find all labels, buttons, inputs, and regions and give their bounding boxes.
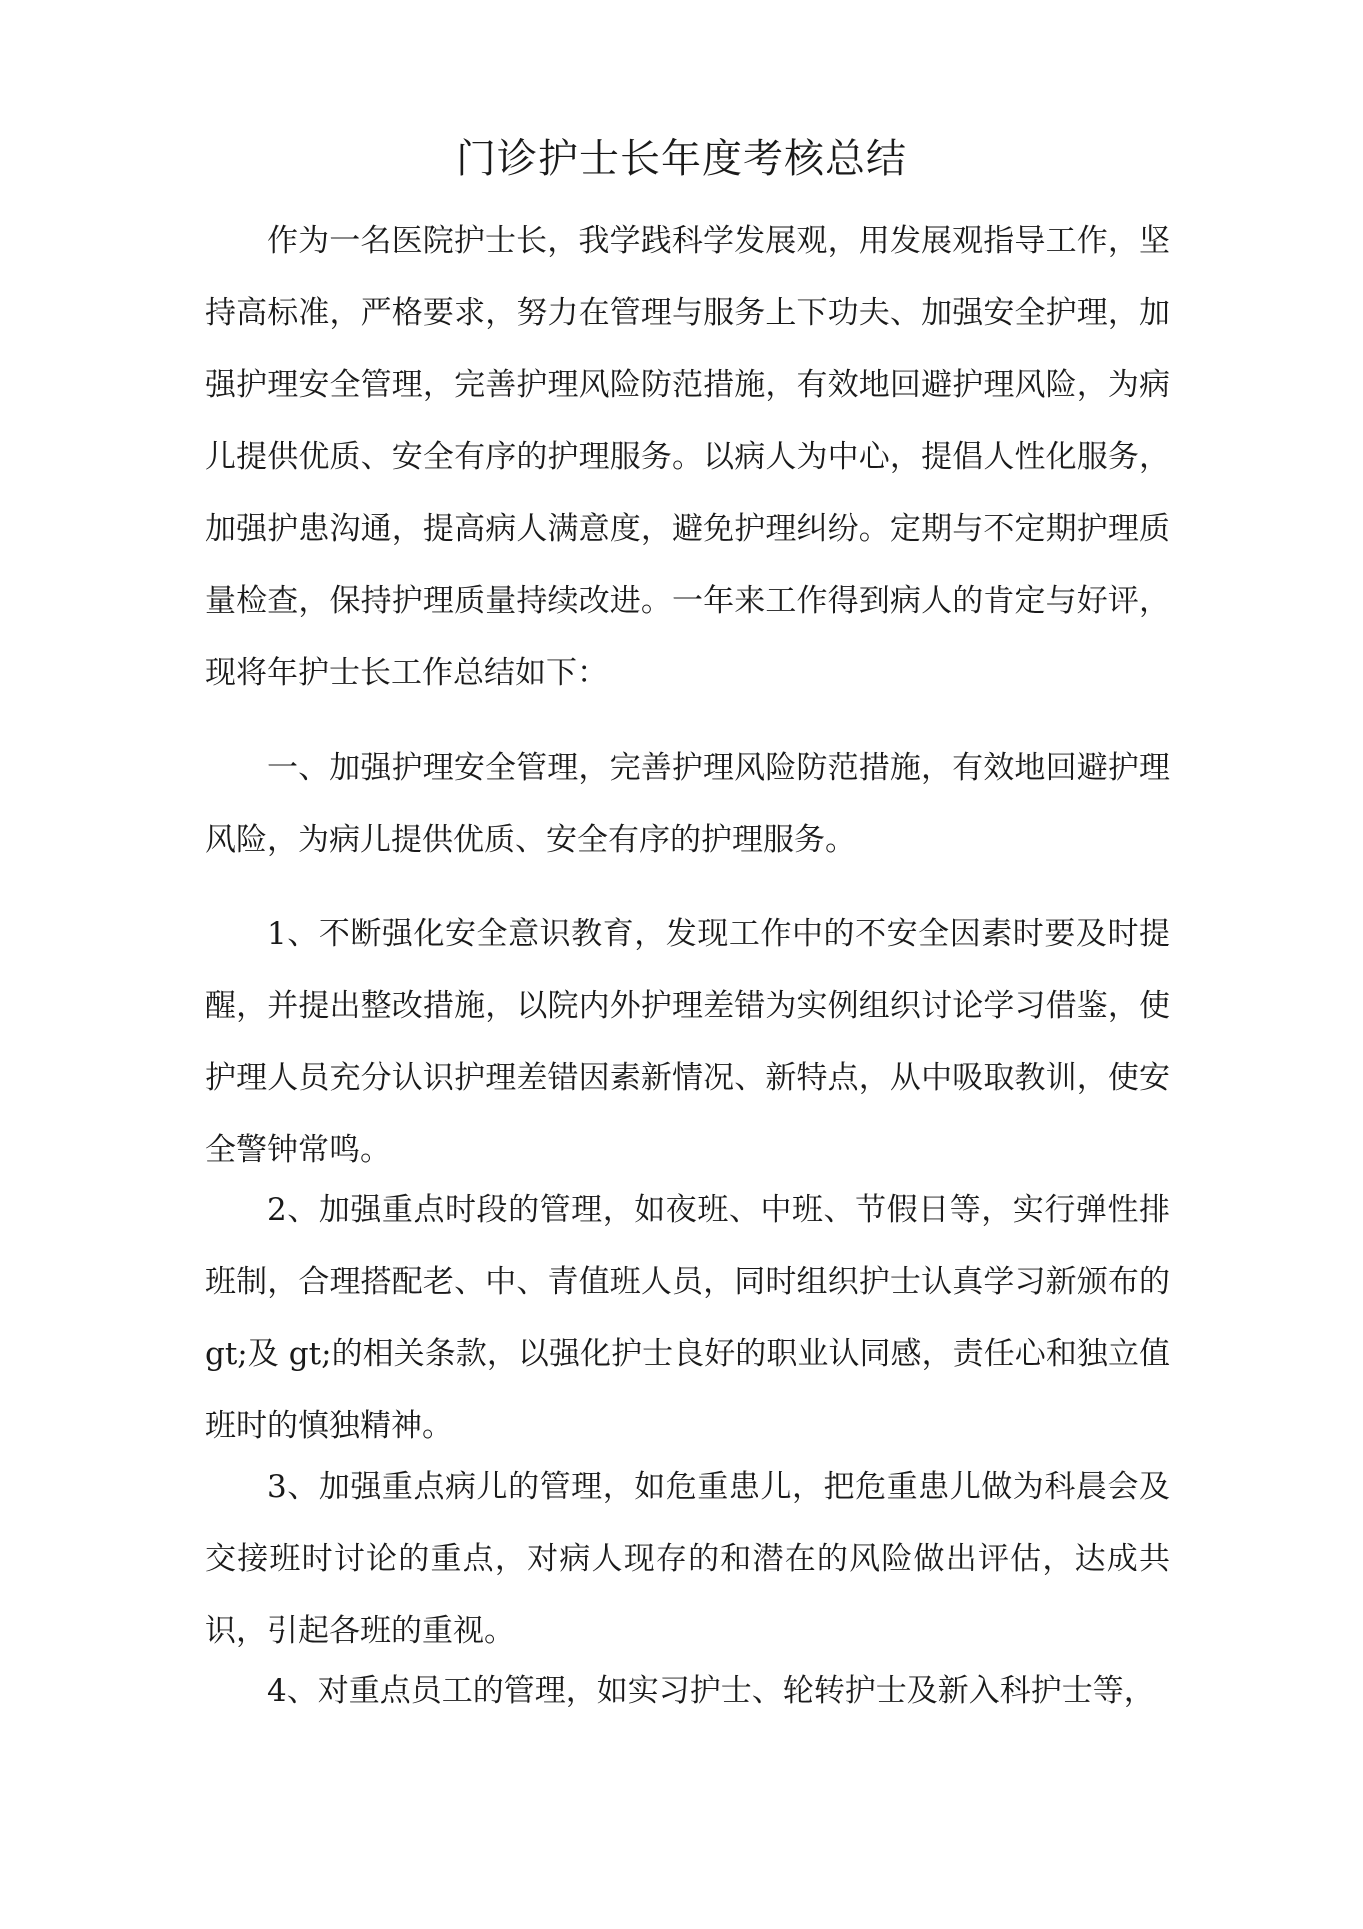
list-item-3: 3、加强重点病儿的管理，如危重患儿，把危重患儿做为科晨会及交接班时讨论的重点，对病人现存的和潜在的风险做出评估，达成共识，引起各班的重视。 [205, 1469, 1170, 1649]
document-title: 门诊护士长年度考核总结 [456, 136, 907, 182]
list-item-4: 4、对重点员工的管理，如实习护士、轮转护士及新入科护士等， [267, 1673, 1155, 1709]
intro-paragraph: 作为一名医院护士长，我学践科学发展观，用发展观指导工作，坚持高标准，严格要求，努力在管理与服务上下功夫、加强安全护理，加强护理安全管理，完善护理风险防范措施，有效地回避护理风险，为病儿提供优质、安全有序的护理服务。以病人为中心，提倡人性化服务，加强护患沟通，提高病人满意度，避免护理纠纷。定期与不定期护理质量检查，保持护理质量持续改进。一年来工作得到病人的肯定与好评，现将年护士长工作总结如下： [205, 223, 1170, 691]
section-heading-1: 一、加强护理安全管理，完善护理风险防范措施，有效地回避护理风险，为病儿提供优质、安全有序的护理服务。 [205, 750, 1170, 858]
list-item-1: 1、不断强化安全意识教育，发现工作中的不安全因素时要及时提醒，并提出整改措施，以院内外护理差错为实例组织讨论学习借鉴，使护理人员充分认识护理差错因素新情况、新特点，从中吸取教训，使安全警钟常鸣。 [205, 916, 1170, 1168]
list-item-2: 2、加强重点时段的管理，如夜班、中班、节假日等，实行弹性排班制，合理搭配老、中、青值班人员，同时组织护士认真学习新颁布的 gt;及 gt;的相关条款，以强化护士良好的职业认同感，责任心和独立值班时的慎独精神。 [205, 1192, 1170, 1444]
